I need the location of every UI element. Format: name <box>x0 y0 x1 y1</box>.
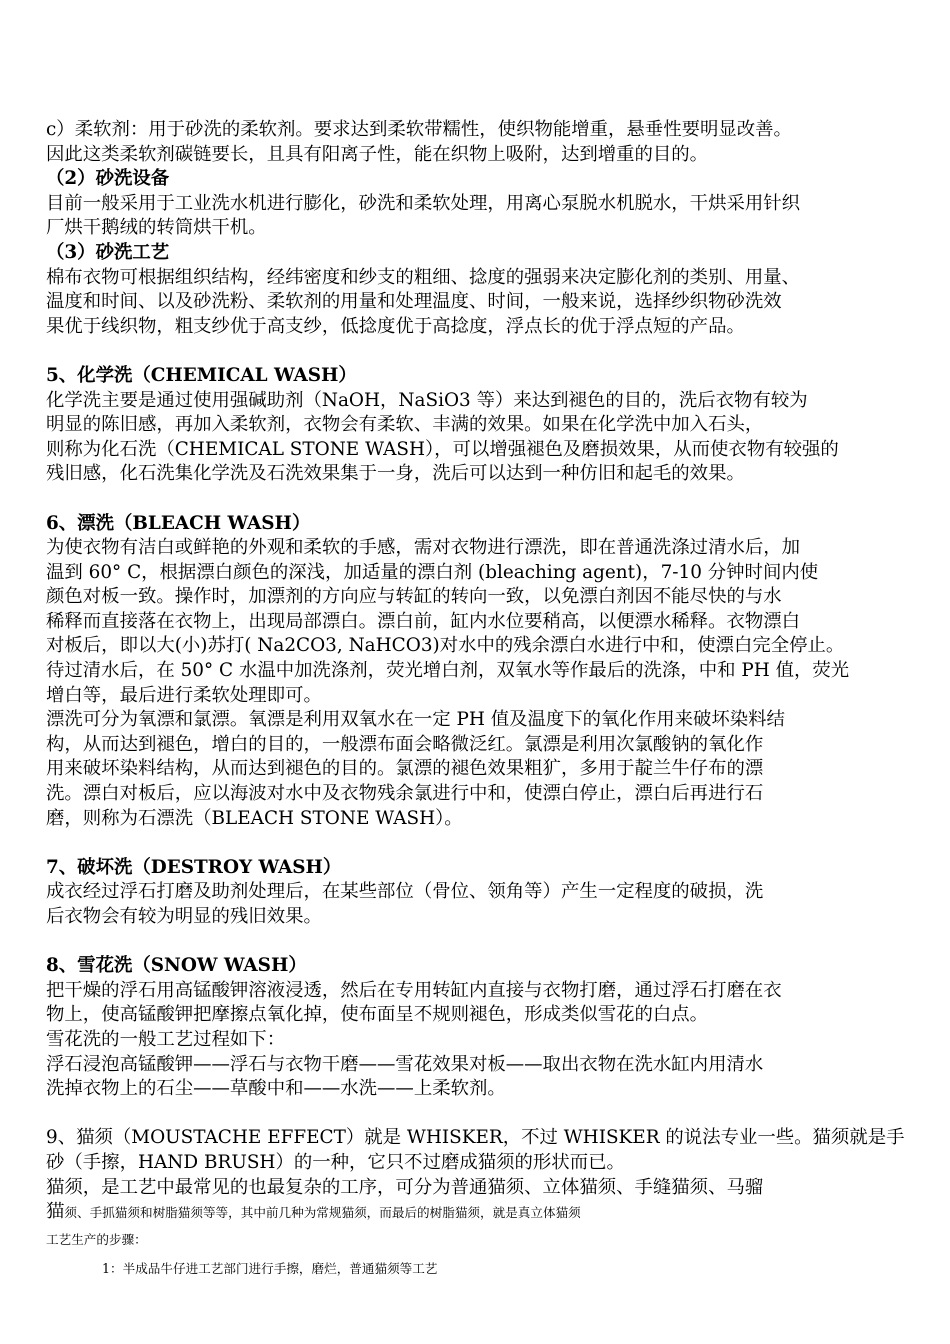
section-heading-bleach-wash: 6、漂洗（BLEACH WASH） <box>46 512 311 534</box>
text-line: 雪花洗的一般工艺过程如下： <box>46 1028 286 1050</box>
spacer <box>46 487 918 512</box>
text-line: 9、猫须（MOUSTACHE EFFECT）就是 WHISKER，不过 WHISKER 的说法专业一些。猫须就是手 <box>46 1127 905 1149</box>
text-line: 对板后，即以大(小)苏打( Na2CO3, NaHCO3)对水中的残余漂白水进行中和，使漂白完全停止。 <box>46 635 845 657</box>
section-heading-chemical-wash: 5、化学洗（CHEMICAL WASH） <box>46 364 357 386</box>
text-line: 后衣物会有较为明显的残旧效果。 <box>46 906 322 927</box>
text-line: 目前一般采用于工业洗水机进行膨化，砂洗和柔软处理，用离心泵脱水机脱水，干烘采用针织 <box>46 192 801 214</box>
text-line: 稀释而直接落在衣物上，出现局部漂白。漂白前，缸内水位要稍高，以便漂水稀释。衣物漂白 <box>46 610 801 632</box>
text-line: 漂洗可分为氧漂和氯漂。氧漂是利用双氧水在一定 PH 值及温度下的氧化作用来破坏染料结 <box>46 709 785 731</box>
text-line: 厂烘干鹅绒的转筒烘干机。 <box>46 217 267 239</box>
text-line: 洗掉衣物上的石尘——草酸中和——水洗——上柔软剂。 <box>46 1078 506 1100</box>
spacer <box>46 831 918 856</box>
section-heading-process: （3）砂洗工艺 <box>46 241 170 263</box>
text-line-mixed <box>46 1200 918 1225</box>
text-line: 磨，则称为石漂洗（BLEACH STONE WASH）。 <box>46 807 463 829</box>
text-line: 果优于线织物，粗支纱优于高支纱，低捻度优于高捻度，浮点长的优于浮点短的产品。 <box>46 315 745 337</box>
softener-paragraph <box>46 118 918 167</box>
text-line: c）柔软剂：用于砂洗的柔软剂。要求达到柔软带糯性，使织物能增重，悬垂性要明显改善。 <box>46 119 792 140</box>
text-line: 明显的陈旧感，再加入柔软剂，衣物会有柔软、丰满的效果。如果在化学洗中加入石头， <box>46 414 764 436</box>
steps-heading: 工艺生产的步骤： <box>46 1231 147 1247</box>
text-line: 增白等，最后进行柔软处理即可。 <box>46 684 322 706</box>
destroy-wash-paragraph <box>46 880 918 929</box>
text-line: 化学洗主要是通过使用强碱助剂（NaOH，NaSiO3 等）来达到褪色的目的，洗后衣物有较为 <box>46 389 808 411</box>
text-line: 用来破坏染料结构，从而达到褪色的目的。氯漂的褪色效果粗犷，多用于靛兰牛仔布的漂 <box>46 758 764 780</box>
moustache-paragraph <box>46 1126 918 1224</box>
text-line: 待过清水后，在 50° C 水温中加洗涤剂，荧光增白剂，双氧水等作最后的洗涤，中和 PH 值，荧光 <box>46 660 850 682</box>
text-line: 物上，使高锰酸钾把摩擦点氧化掉，使布面呈不规则褪色，形成类似雪花的白点。 <box>46 1004 709 1026</box>
text-line: 洗。漂白对板后，应以海波对水中及衣物残余氯进行中和，使漂白停止，漂白后再进行石 <box>46 783 764 805</box>
text-line: 温度和时间、以及砂洗粉、柔软剂的用量和处理温度、时间，一般来说，选择纱织物砂洗效 <box>46 291 782 313</box>
spacer <box>46 1102 918 1127</box>
text-line: 为使衣物有洁白或鲜艳的外观和柔软的手感，需对衣物进行漂洗，即在普通洗涤过清水后，加 <box>46 537 801 559</box>
text-line: 构，从而达到褪色，增白的目的，一般漂布面会略微泛红。氯漂是利用次氯酸钠的氧化作 <box>46 733 764 755</box>
snow-wash-paragraph <box>46 979 918 1102</box>
text-small-run: 须、手抓猫须和树脂猫须等等，其中前几种为常规猫须，而最后的树脂猫须，就是真立体猫须 <box>64 1205 581 1221</box>
text-line: 因此这类柔软剂碳链要长，且具有阳离子性，能在织物上吸附，达到增重的目的。 <box>46 143 709 165</box>
spacer <box>46 339 918 364</box>
text-line: 颜色对板一致。操作时，加漂剂的方向应与转缸的转向一致，以免漂白剂因不能尽快的与水 <box>46 586 782 608</box>
equipment-paragraph <box>46 192 918 241</box>
section-heading-equipment: （2）砂洗设备 <box>46 168 170 190</box>
text-line: 则称为化石洗（CHEMICAL STONE WASH），可以增强褪色及磨损效果，从而使衣物有较强的 <box>46 438 839 460</box>
text-line: 把干燥的浮石用高锰酸钾溶液浸透，然后在专用转缸内直接与衣物打磨，通过浮石打磨在衣 <box>46 979 782 1001</box>
section-heading-destroy-wash: 7、破坏洗（DESTROY WASH） <box>46 856 342 878</box>
spacer <box>46 930 918 955</box>
text-line: 砂（手擦，HAND BRUSH）的一种，它只不过磨成猫须的形状而已。 <box>46 1151 625 1173</box>
document-page <box>46 118 918 1279</box>
text-line: 成衣经过浮石打磨及助剂处理后，在某些部位（骨位、领角等）产生一定程度的破损，洗 <box>46 881 764 903</box>
chemical-wash-paragraph <box>46 389 918 487</box>
text-line: 浮石浸泡高锰酸钾——浮石与衣物干磨——雪花效果对板——取出衣物在洗水缸内用清水 <box>46 1053 764 1075</box>
bleach-wash-paragraph <box>46 536 918 831</box>
text-line: 温到 60° C，根据漂白颜色的深浅，加适量的漂白剂 (bleaching agent)，7-10 分钟时间内使 <box>46 561 819 583</box>
step-item: 1：半成品牛仔进工艺部门进行手擦，磨烂，普通猫须等工艺 <box>102 1260 438 1276</box>
text-line: 棉布衣物可根据组织结构，经纬密度和纱支的粗细、捻度的强弱来决定膨化剂的类别、用量、 <box>46 266 801 288</box>
text-line: 猫须，是工艺中最常见的也最复杂的工序，可分为普通猫须、立体猫须、手缝猫须、马骝 <box>46 1176 764 1198</box>
process-paragraph <box>46 266 918 340</box>
text-line: 残旧感，化石洗集化学洗及石洗效果集于一身，洗后可以达到一种仿旧和起毛的效果。 <box>46 463 745 485</box>
text-large-char: 猫 <box>46 1201 65 1223</box>
section-heading-snow-wash: 8、雪花洗（SNOW WASH） <box>46 955 307 977</box>
